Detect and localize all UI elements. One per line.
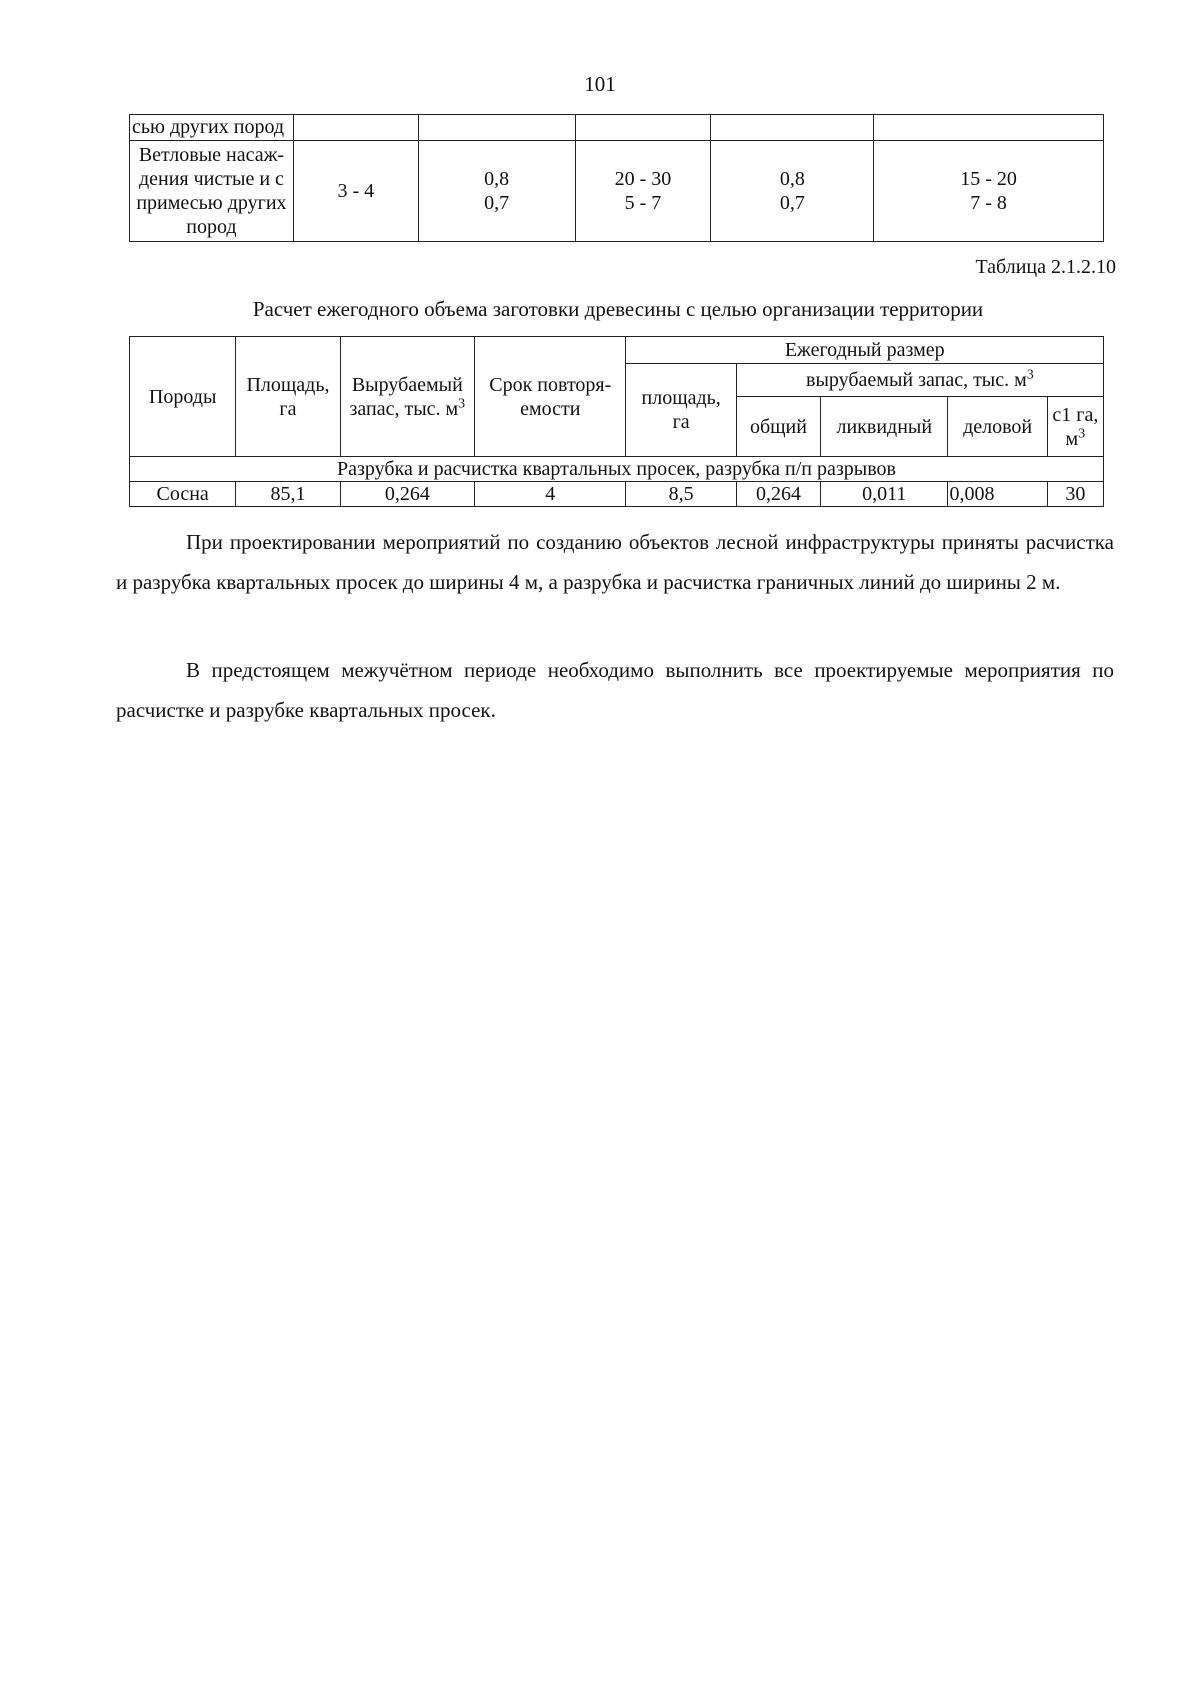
header-liquid: ликвидный: [821, 397, 948, 457]
header-total: общий: [736, 397, 820, 457]
paragraph-text: В предстоящем межучётном периоде необходимо выполнить все проектируемые мероприятия по расчистке и разрубке квартальных просек.: [116, 658, 1114, 722]
table-cell: 3 - 4: [293, 141, 418, 242]
cell-text: м: [1065, 427, 1079, 450]
harvest-table: [129, 336, 1104, 507]
cell-line: 7 - 8: [970, 192, 1007, 214]
paragraph: [116, 522, 1114, 602]
table-cell: [711, 115, 874, 141]
header-annual: Ежегодный размер: [626, 337, 1104, 364]
cell-species: Сосна: [130, 482, 236, 507]
cell-line: 0,8: [779, 168, 805, 190]
section-row: [130, 457, 1104, 482]
header-period: [475, 337, 626, 457]
table-cell: [874, 141, 1104, 242]
table-cell: [418, 115, 575, 141]
cell-line: 15 - 20: [960, 168, 1017, 190]
header-business: деловой: [948, 397, 1047, 457]
paragraph: [116, 650, 1114, 730]
header-stock: [340, 337, 474, 457]
cell-line: пород: [186, 216, 237, 238]
table-cell: сью других пород: [130, 115, 294, 141]
table-row: [130, 482, 1104, 507]
header-species: Породы: [130, 337, 236, 457]
superscript: 3: [1026, 367, 1034, 383]
cell-total: 0,264: [736, 482, 820, 507]
table-cell: [575, 115, 711, 141]
cell-area: 85,1: [236, 482, 340, 507]
species-cell: [130, 141, 294, 242]
cell-line: примесью других: [136, 192, 287, 214]
cell-line: [341, 397, 474, 421]
cell-line: дения чистые и с: [138, 168, 284, 190]
header-per-ha: [1047, 397, 1103, 457]
cell-period: 4: [475, 482, 626, 507]
cell-line: Ветловые насаж-: [138, 144, 285, 166]
cell-line: 0,7: [779, 192, 805, 214]
continuation-table: [129, 114, 1104, 242]
cell-line: емости: [520, 397, 581, 420]
cell-liquid: 0,011: [821, 482, 948, 507]
table-cell: [874, 115, 1104, 141]
table-cell: [575, 141, 711, 242]
header-row: [130, 337, 1104, 364]
cell-line: 0,7: [484, 192, 510, 214]
cell-stock: 0,264: [340, 482, 474, 507]
superscript: 3: [458, 395, 466, 411]
table-row: [130, 115, 1104, 141]
paragraph-text: При проектировании мероприятий по созданию объектов лесной инфраструктуры приняты расчистка и разрубка квартальных просек до ширины 4 м, а разрубка и расчистка граничных линий до ширины 2 м.: [116, 530, 1114, 594]
cell-text: запас, тыс. м: [349, 397, 459, 420]
table-title: Расчет ежегодного объема заготовки древесины с целью организации территории: [252, 297, 984, 321]
cell-line: Срок повторя-: [489, 373, 612, 396]
cell-line: га: [672, 411, 690, 433]
table-label: Таблица 2.1.2.10: [975, 256, 1116, 278]
cell-line: 5 - 7: [624, 192, 662, 214]
cell-line: [1048, 427, 1103, 451]
header-area: [236, 337, 340, 457]
table-row: [130, 141, 1104, 242]
cell-annual-area: 8,5: [626, 482, 736, 507]
cell-business: 0,008: [948, 482, 1047, 507]
header-annual-area: [626, 364, 736, 457]
header-annual-stock: [736, 364, 1103, 397]
table-cell: [293, 115, 418, 141]
cell-line: площадь,: [641, 387, 721, 409]
section-label: Разрубка и расчистка квартальных просек, разрубка п/п разрывов: [130, 457, 1104, 482]
superscript: 3: [1078, 425, 1086, 441]
cell-line: 20 - 30: [614, 168, 672, 190]
cell-line: Вырубаемый: [351, 373, 463, 396]
cell-text: вырубаемый запас, тыс. м: [806, 369, 1027, 391]
table-cell: [711, 141, 874, 242]
cell-line: га: [279, 397, 297, 420]
cell-line: Площадь,: [246, 373, 330, 396]
cell-line: 0,8: [484, 168, 510, 190]
cell-per-ha: 30: [1047, 482, 1103, 507]
cell-line: с1 га,: [1052, 403, 1099, 426]
page-number: 101: [584, 72, 616, 96]
table-cell: [418, 141, 575, 242]
